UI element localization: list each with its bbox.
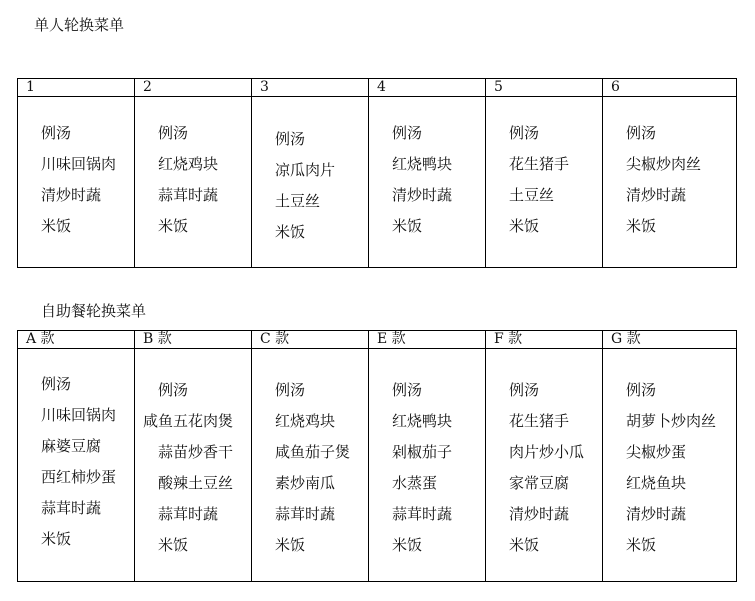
dish-item: 红烧鸡块 bbox=[158, 155, 219, 173]
dish-item: 米饭 bbox=[392, 217, 423, 235]
dish-item: 蒜茸时蔬 bbox=[41, 499, 102, 517]
column-header: C 款 bbox=[252, 331, 369, 349]
dish-item: 尖椒炒蛋 bbox=[626, 443, 687, 461]
dish-item: 川味回锅肉 bbox=[41, 155, 117, 173]
dish-item: 例汤 bbox=[275, 381, 306, 399]
dish-item: 土豆丝 bbox=[509, 186, 555, 204]
dish-item: 花生猪手 bbox=[509, 412, 570, 430]
dish-item: 红烧鱼块 bbox=[626, 474, 687, 492]
column-header: 5 bbox=[486, 79, 603, 97]
table-row bbox=[18, 97, 737, 268]
column-header: A 款 bbox=[18, 331, 135, 349]
dish-item: 米饭 bbox=[158, 536, 189, 554]
column-header: G 款 bbox=[603, 331, 737, 349]
dish-item: 酸辣土豆丝 bbox=[158, 474, 234, 492]
dish-item: 米饭 bbox=[41, 530, 72, 548]
dish-item: 蒜茸时蔬 bbox=[158, 505, 219, 523]
dish-item: 肉片炒小瓜 bbox=[509, 443, 585, 461]
dish-item: 川味回锅肉 bbox=[41, 406, 117, 424]
dish-item: 清炒时蔬 bbox=[626, 186, 687, 204]
dish-item: 例汤 bbox=[158, 381, 189, 399]
dish-item: 红烧鸭块 bbox=[392, 412, 453, 430]
dish-item: 米饭 bbox=[509, 217, 540, 235]
dish-item: 红烧鸭块 bbox=[392, 155, 453, 173]
column-header: B 款 bbox=[135, 331, 252, 349]
dish-item: 胡萝卜炒肉丝 bbox=[626, 412, 717, 430]
single-rotation-menu-table bbox=[17, 78, 737, 268]
dish-item: 蒜茸时蔬 bbox=[392, 505, 453, 523]
dish-item: 蒜茸时蔬 bbox=[275, 505, 336, 523]
menu-cell bbox=[252, 349, 369, 582]
dish-item: 咸鱼五花肉煲 bbox=[143, 412, 234, 430]
menu-cell bbox=[369, 97, 486, 268]
dish-item: 凉瓜肉片 bbox=[275, 161, 336, 179]
column-header: 4 bbox=[369, 79, 486, 97]
dish-item: 清炒时蔬 bbox=[626, 505, 687, 523]
dish-item: 米饭 bbox=[392, 536, 423, 554]
dish-item: 红烧鸡块 bbox=[275, 412, 336, 430]
dish-item: 例汤 bbox=[509, 381, 540, 399]
dish-item: 麻婆豆腐 bbox=[41, 437, 102, 455]
menu-cell bbox=[486, 97, 603, 268]
dish-item: 土豆丝 bbox=[275, 192, 321, 210]
table-header-row bbox=[18, 79, 737, 97]
dish-item: 尖椒炒肉丝 bbox=[626, 155, 702, 173]
dish-item: 剁椒茄子 bbox=[392, 443, 453, 461]
table-header-row bbox=[18, 331, 737, 349]
column-header: 6 bbox=[603, 79, 737, 97]
dish-item: 咸鱼茄子煲 bbox=[275, 443, 351, 461]
menu-cell bbox=[369, 349, 486, 582]
single-menu-title: 单人轮换菜单 bbox=[34, 16, 125, 34]
dish-item: 花生猪手 bbox=[509, 155, 570, 173]
column-header: 2 bbox=[135, 79, 252, 97]
dish-item: 家常豆腐 bbox=[509, 474, 570, 492]
dish-item: 例汤 bbox=[41, 375, 72, 393]
dish-item: 西红柿炒蛋 bbox=[41, 468, 117, 486]
dish-item: 蒜苗炒香干 bbox=[158, 443, 234, 461]
dish-item: 例汤 bbox=[275, 130, 306, 148]
dish-item: 米饭 bbox=[275, 536, 306, 554]
column-header: 1 bbox=[18, 79, 135, 97]
menu-cell bbox=[603, 97, 737, 268]
dish-item: 例汤 bbox=[626, 381, 657, 399]
dish-item: 米饭 bbox=[158, 217, 189, 235]
column-header: 3 bbox=[252, 79, 369, 97]
menu-cell bbox=[252, 97, 369, 268]
dish-item: 例汤 bbox=[158, 124, 189, 142]
dish-item: 清炒时蔬 bbox=[509, 505, 570, 523]
dish-item: 例汤 bbox=[392, 124, 423, 142]
menu-cell bbox=[603, 349, 737, 582]
buffet-rotation-menu-table bbox=[17, 330, 737, 582]
menu-cell bbox=[135, 349, 252, 582]
dish-item: 米饭 bbox=[275, 223, 306, 241]
table-row bbox=[18, 349, 737, 582]
dish-item: 米饭 bbox=[626, 536, 657, 554]
dish-item: 清炒时蔬 bbox=[392, 186, 453, 204]
dish-item: 米饭 bbox=[41, 217, 72, 235]
dish-item: 米饭 bbox=[509, 536, 540, 554]
column-header: E 款 bbox=[369, 331, 486, 349]
dish-item: 例汤 bbox=[626, 124, 657, 142]
dish-item: 例汤 bbox=[392, 381, 423, 399]
dish-item: 米饭 bbox=[626, 217, 657, 235]
menu-cell bbox=[135, 97, 252, 268]
dish-item: 蒜茸时蔬 bbox=[158, 186, 219, 204]
dish-item: 例汤 bbox=[509, 124, 540, 142]
column-header: F 款 bbox=[486, 331, 603, 349]
buffet-menu-title: 自助餐轮换菜单 bbox=[41, 302, 147, 320]
menu-cell bbox=[486, 349, 603, 582]
dish-item: 水蒸蛋 bbox=[392, 474, 438, 492]
dish-item: 素炒南瓜 bbox=[275, 474, 336, 492]
dish-item: 清炒时蔬 bbox=[41, 186, 102, 204]
menu-cell bbox=[18, 349, 135, 582]
menu-cell bbox=[18, 97, 135, 268]
dish-item: 例汤 bbox=[41, 124, 72, 142]
